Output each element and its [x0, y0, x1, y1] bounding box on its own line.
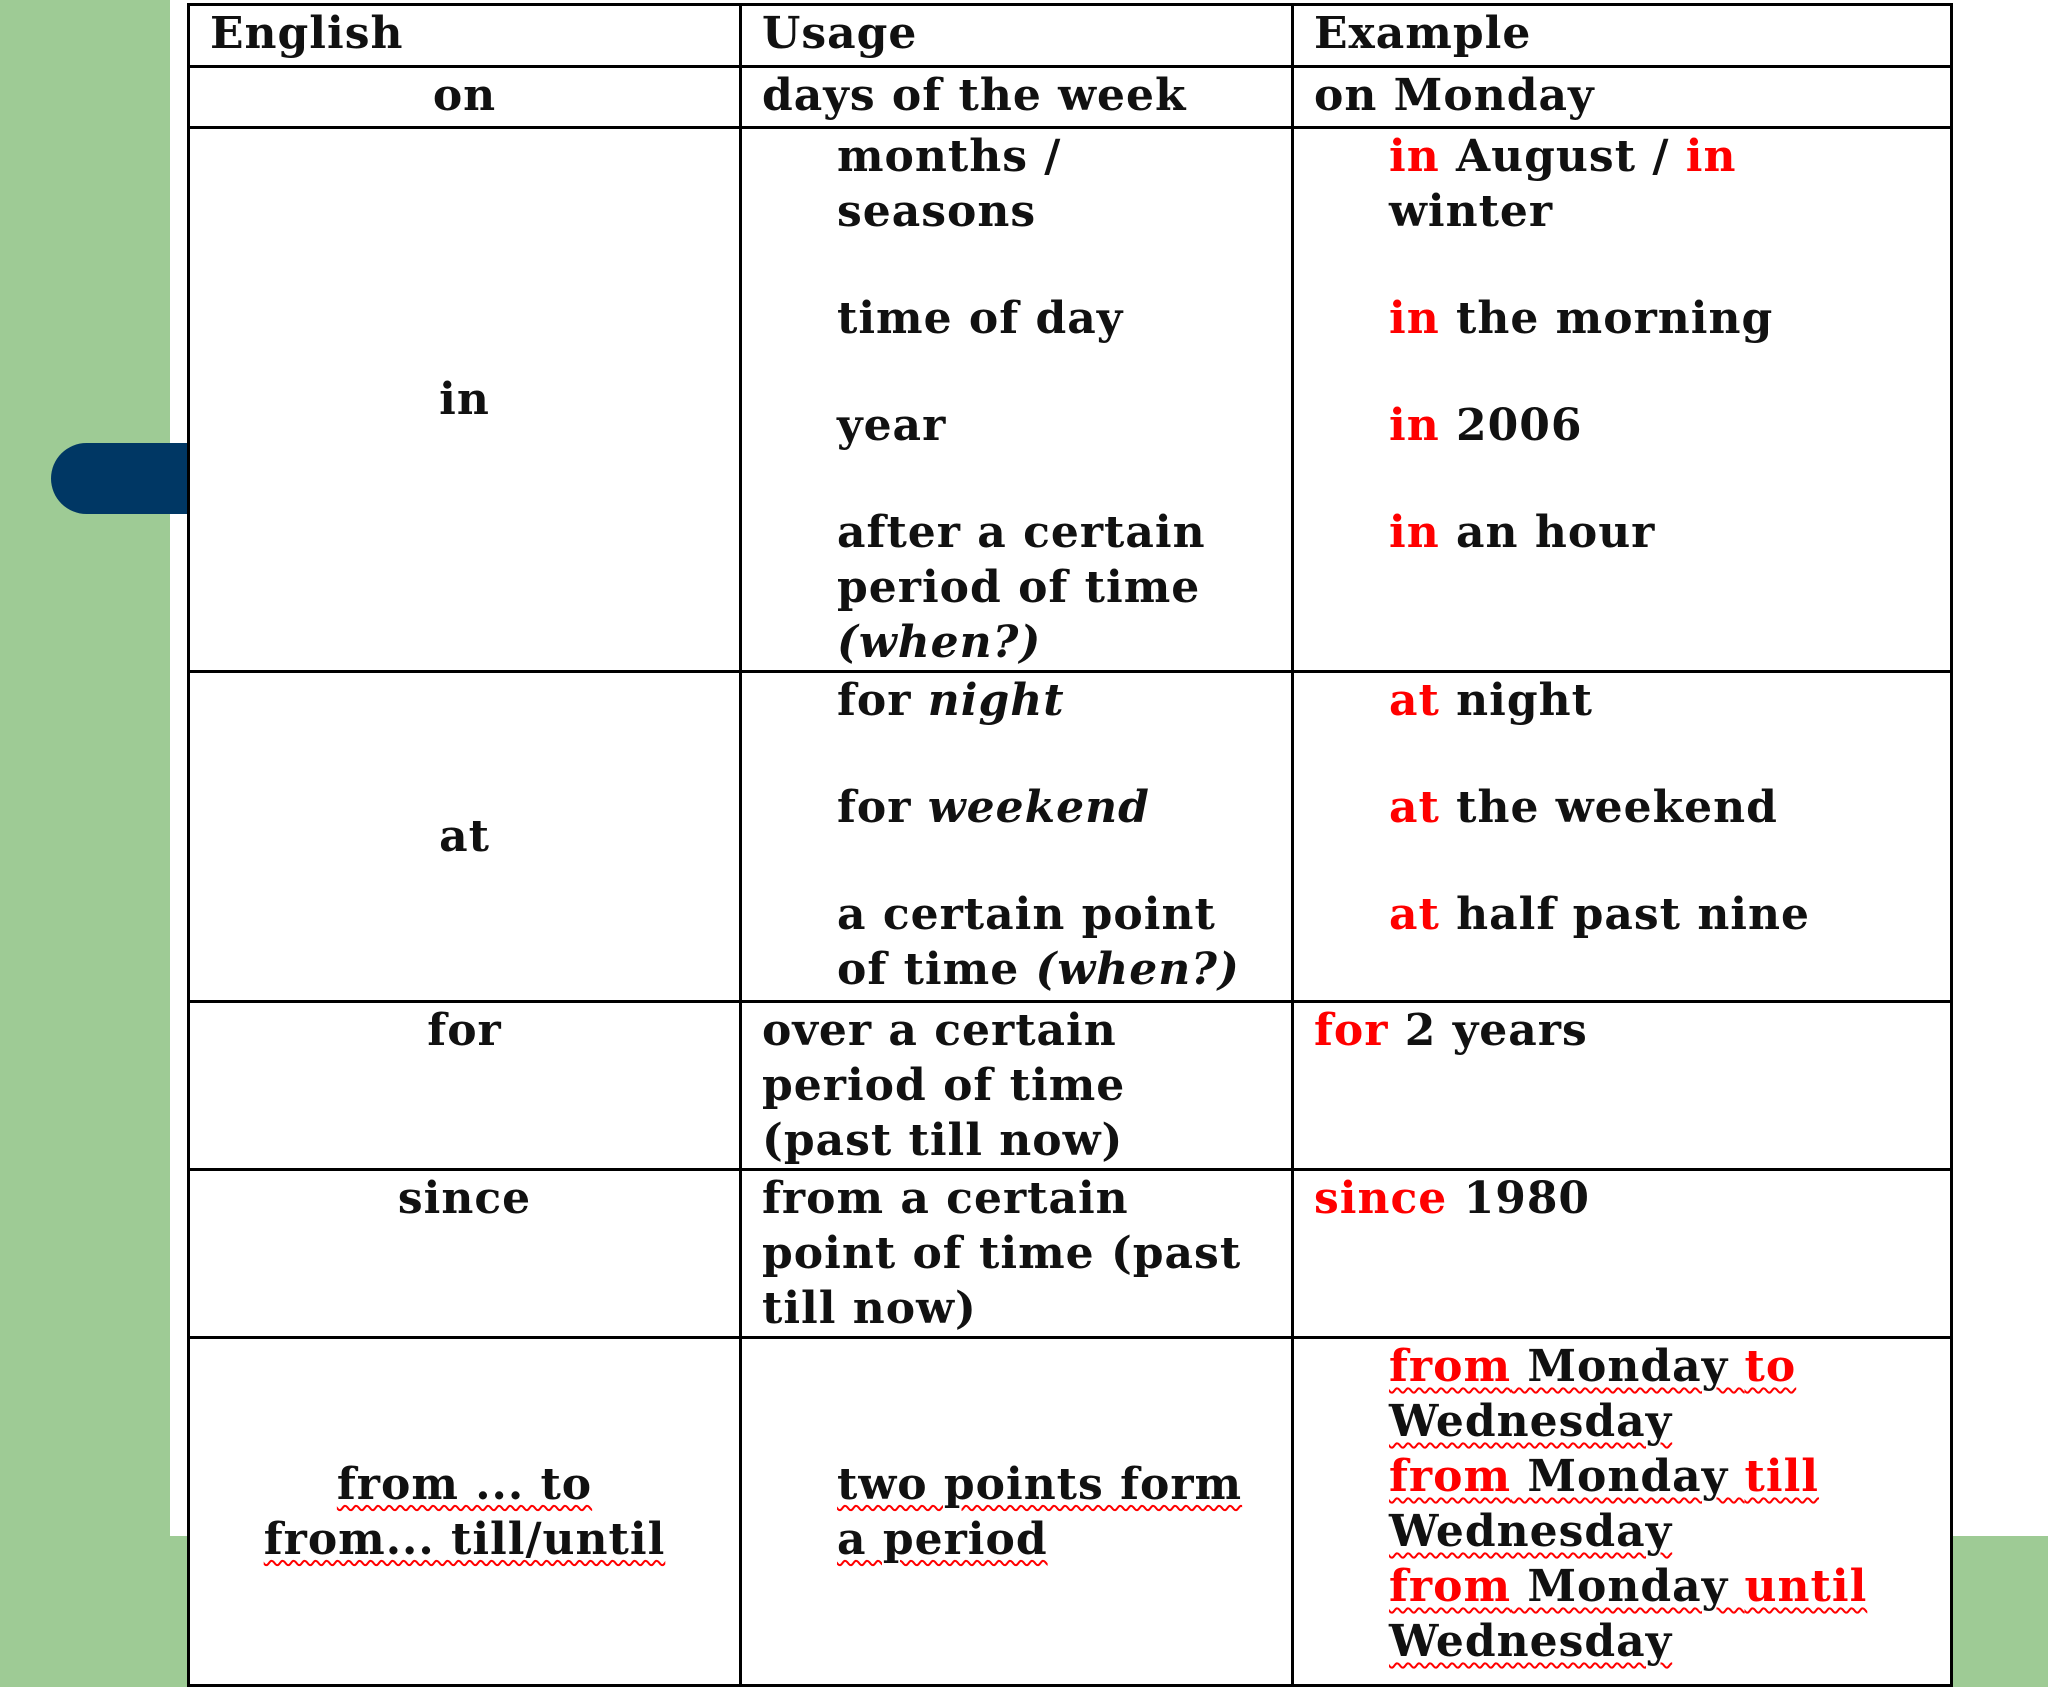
table-row-at — [189, 672, 1952, 1002]
english-cell-in — [189, 128, 741, 672]
example-line: at night — [1389, 675, 1593, 726]
example-line: from Monday until Wednesday — [1389, 1561, 1868, 1667]
example-cell-at — [1293, 672, 1952, 1002]
table-row-from — [189, 1338, 1952, 1686]
english-cell-on: on — [189, 67, 741, 128]
english-cell-since: since — [189, 1170, 741, 1338]
table-row-for — [189, 1002, 1952, 1170]
english-label-in: in — [439, 374, 490, 425]
example-cell-from — [1293, 1338, 1952, 1686]
header-example: Example — [1293, 5, 1952, 67]
example-cell-on: on Monday — [1293, 67, 1952, 128]
usage-cell-on: days of the week — [741, 67, 1293, 128]
example-line: in August / in winter — [1389, 131, 1737, 237]
usage-line: a certain point of time (when?) — [837, 889, 1240, 995]
header-usage: Usage — [741, 5, 1293, 67]
english-cell-from — [189, 1338, 741, 1686]
example-line: at the weekend — [1389, 782, 1778, 833]
example-line: in the morning — [1389, 293, 1774, 344]
example-line: from Monday to Wednesday — [1389, 1341, 1797, 1447]
english-label-from-till: from... till/until — [263, 1513, 666, 1565]
example-line: in 2006 — [1389, 400, 1583, 451]
usage-line: year — [837, 400, 947, 451]
table-row-since — [189, 1170, 1952, 1338]
usage-cell-since: from a certain point of time (past till now) — [741, 1170, 1293, 1338]
prepositions-table — [187, 3, 1953, 1687]
usage-line: time of day — [837, 293, 1124, 344]
usage-cell-in — [741, 128, 1293, 672]
usage-line: after a certain period of time — [837, 507, 1206, 613]
table-header-row — [189, 5, 1952, 67]
example-cell-for: for 2 years — [1293, 1002, 1952, 1170]
usage-line: (when?) — [837, 617, 1042, 668]
table-row-on — [189, 67, 1952, 128]
example-line: at half past nine — [1389, 889, 1811, 940]
example-line: in an hour — [1389, 507, 1656, 558]
english-cell-at — [189, 672, 741, 1002]
english-label-from-to: from ... to — [336, 1458, 593, 1510]
english-cell-for: for — [189, 1002, 741, 1170]
usage-cell-at — [741, 672, 1293, 1002]
usage-cell-from: two points form a period — [741, 1338, 1293, 1686]
usage-line: months / seasons — [837, 131, 1062, 237]
table-row-in — [189, 128, 1952, 672]
example-line: from Monday till Wednesday — [1389, 1451, 1820, 1557]
header-english: English — [189, 5, 741, 67]
example-cell-since: since 1980 — [1293, 1170, 1952, 1338]
accent-pill-decoration — [51, 443, 206, 514]
example-cell-in — [1293, 128, 1952, 672]
english-label-at: at — [439, 811, 490, 862]
usage-line: for night — [837, 675, 1065, 726]
usage-cell-for: over a certain period of time (past till now) — [741, 1002, 1293, 1170]
usage-line: for weekend — [837, 782, 1150, 833]
